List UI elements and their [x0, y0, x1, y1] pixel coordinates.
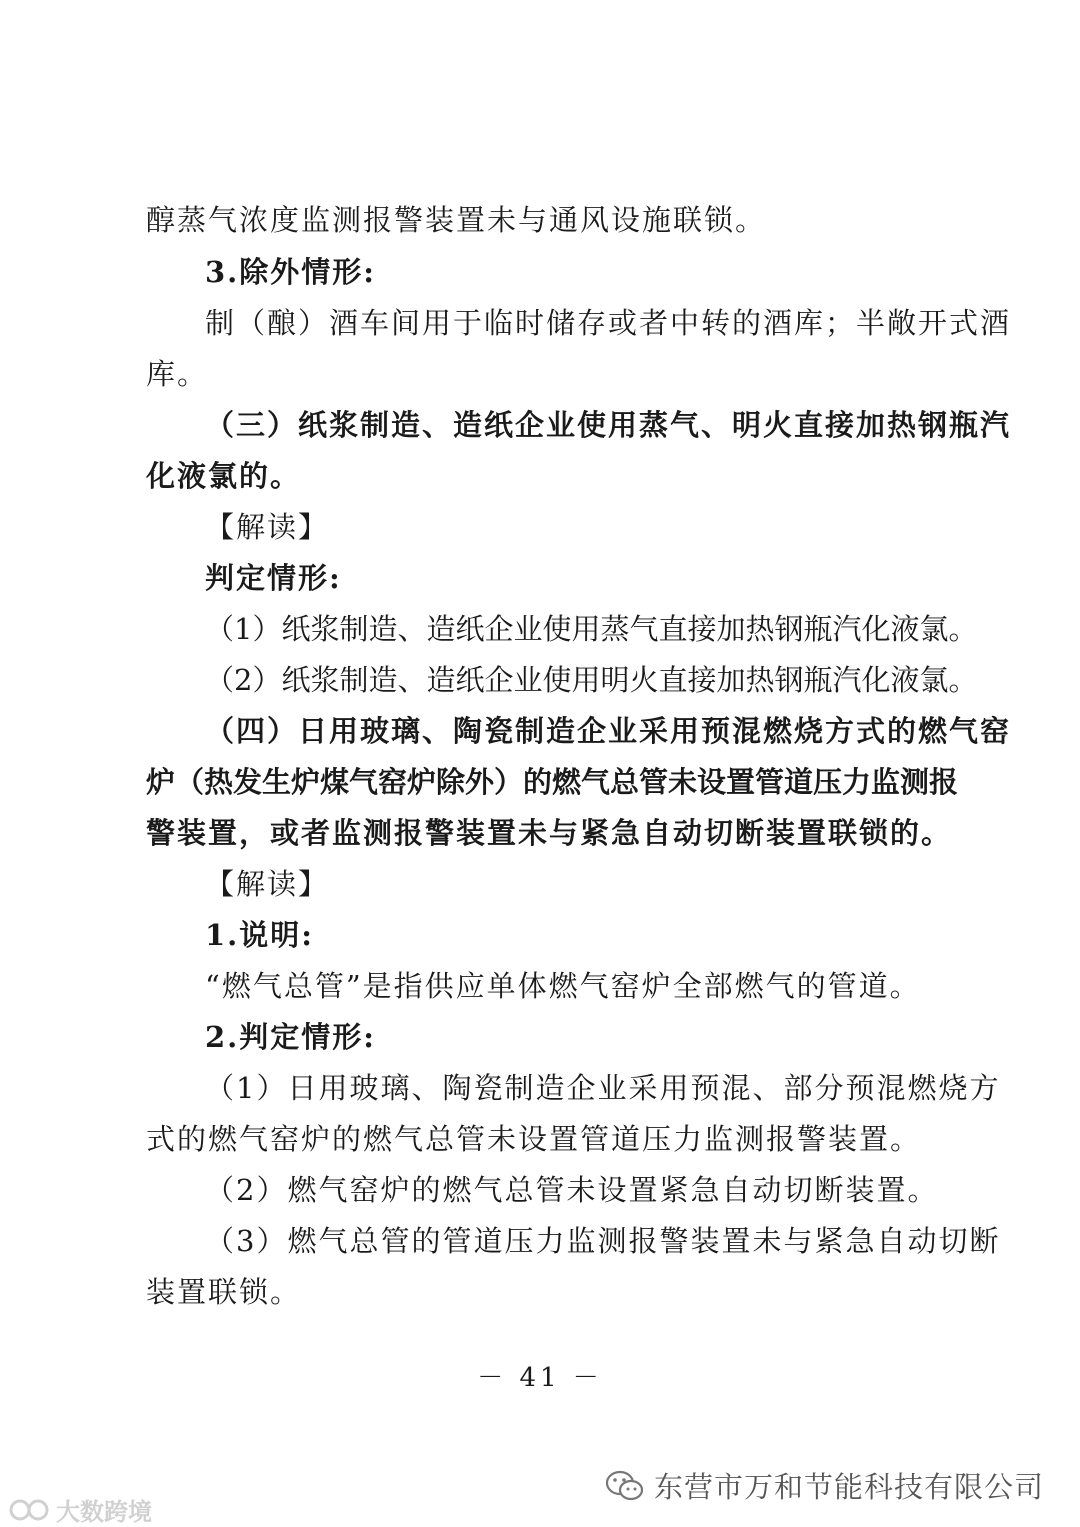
text-line: 库。	[146, 357, 209, 391]
clause-heading-cont: 炉（热发生炉煤气窑炉除外）的燃气总管未设置管道压力监测报	[146, 765, 959, 799]
clause-heading-cont: 化液氯的。	[146, 459, 302, 493]
text-line: 制（酿）酒车间用于临时储存或者中转的酒库；半敞开式酒	[205, 306, 1012, 340]
interpretation-label: 【解读】	[205, 867, 330, 901]
interpretation-label: 【解读】	[205, 510, 330, 544]
text-line: （1）日用玻璃、陶瓷制造企业采用预混、部分预混燃烧方	[205, 1071, 1001, 1105]
page-number: － 41 －	[477, 1363, 603, 1393]
text-line: 醇蒸气浓度监测报警装置未与通风设施联锁。	[146, 203, 767, 237]
watermark-left-text: 大数跨境	[56, 1498, 152, 1526]
watermark-right-text: 东营市万和节能科技有限公司	[653, 1470, 1044, 1504]
text-line: （3）燃气总管的管道压力监测报警装置未与紧急自动切断	[205, 1224, 1001, 1258]
text-line: 式的燃气窑炉的燃气总管未设置管道压力监测报警装置。	[146, 1122, 922, 1156]
watermark-right	[604, 1465, 1044, 1506]
clause-heading: （四）日用玻璃、陶瓷制造企业采用预混燃烧方式的燃气窑	[205, 714, 1012, 748]
section-heading: 2.判定情形:	[205, 1020, 376, 1054]
clause-heading: （三）纸浆制造、造纸企业使用蒸气、明火直接加热钢瓶汽	[205, 408, 1012, 442]
text-line: “燃气总管”是指供应单体燃气窑炉全部燃气的管道。	[205, 969, 921, 1003]
section-heading: 1.说明:	[205, 918, 314, 952]
section-heading: 3.除外情形:	[205, 255, 376, 289]
logo-icon	[8, 1497, 52, 1523]
text-line: （1）纸浆制造、造纸企业使用蒸气直接加热钢瓶汽化液氯。	[205, 612, 978, 646]
clause-heading-cont: 警装置，或者监测报警装置未与紧急自动切断装置联锁的。	[146, 816, 953, 850]
text-line: 装置联锁。	[146, 1275, 302, 1309]
text-line: （2）燃气窑炉的燃气总管未设置紧急自动切断装置。	[205, 1173, 939, 1207]
wechat-icon	[604, 1468, 646, 1504]
watermark-left	[8, 1492, 152, 1527]
section-heading: 判定情形:	[205, 561, 342, 595]
text-line: （2）纸浆制造、造纸企业使用明火直接加热钢瓶汽化液氯。	[205, 663, 978, 697]
